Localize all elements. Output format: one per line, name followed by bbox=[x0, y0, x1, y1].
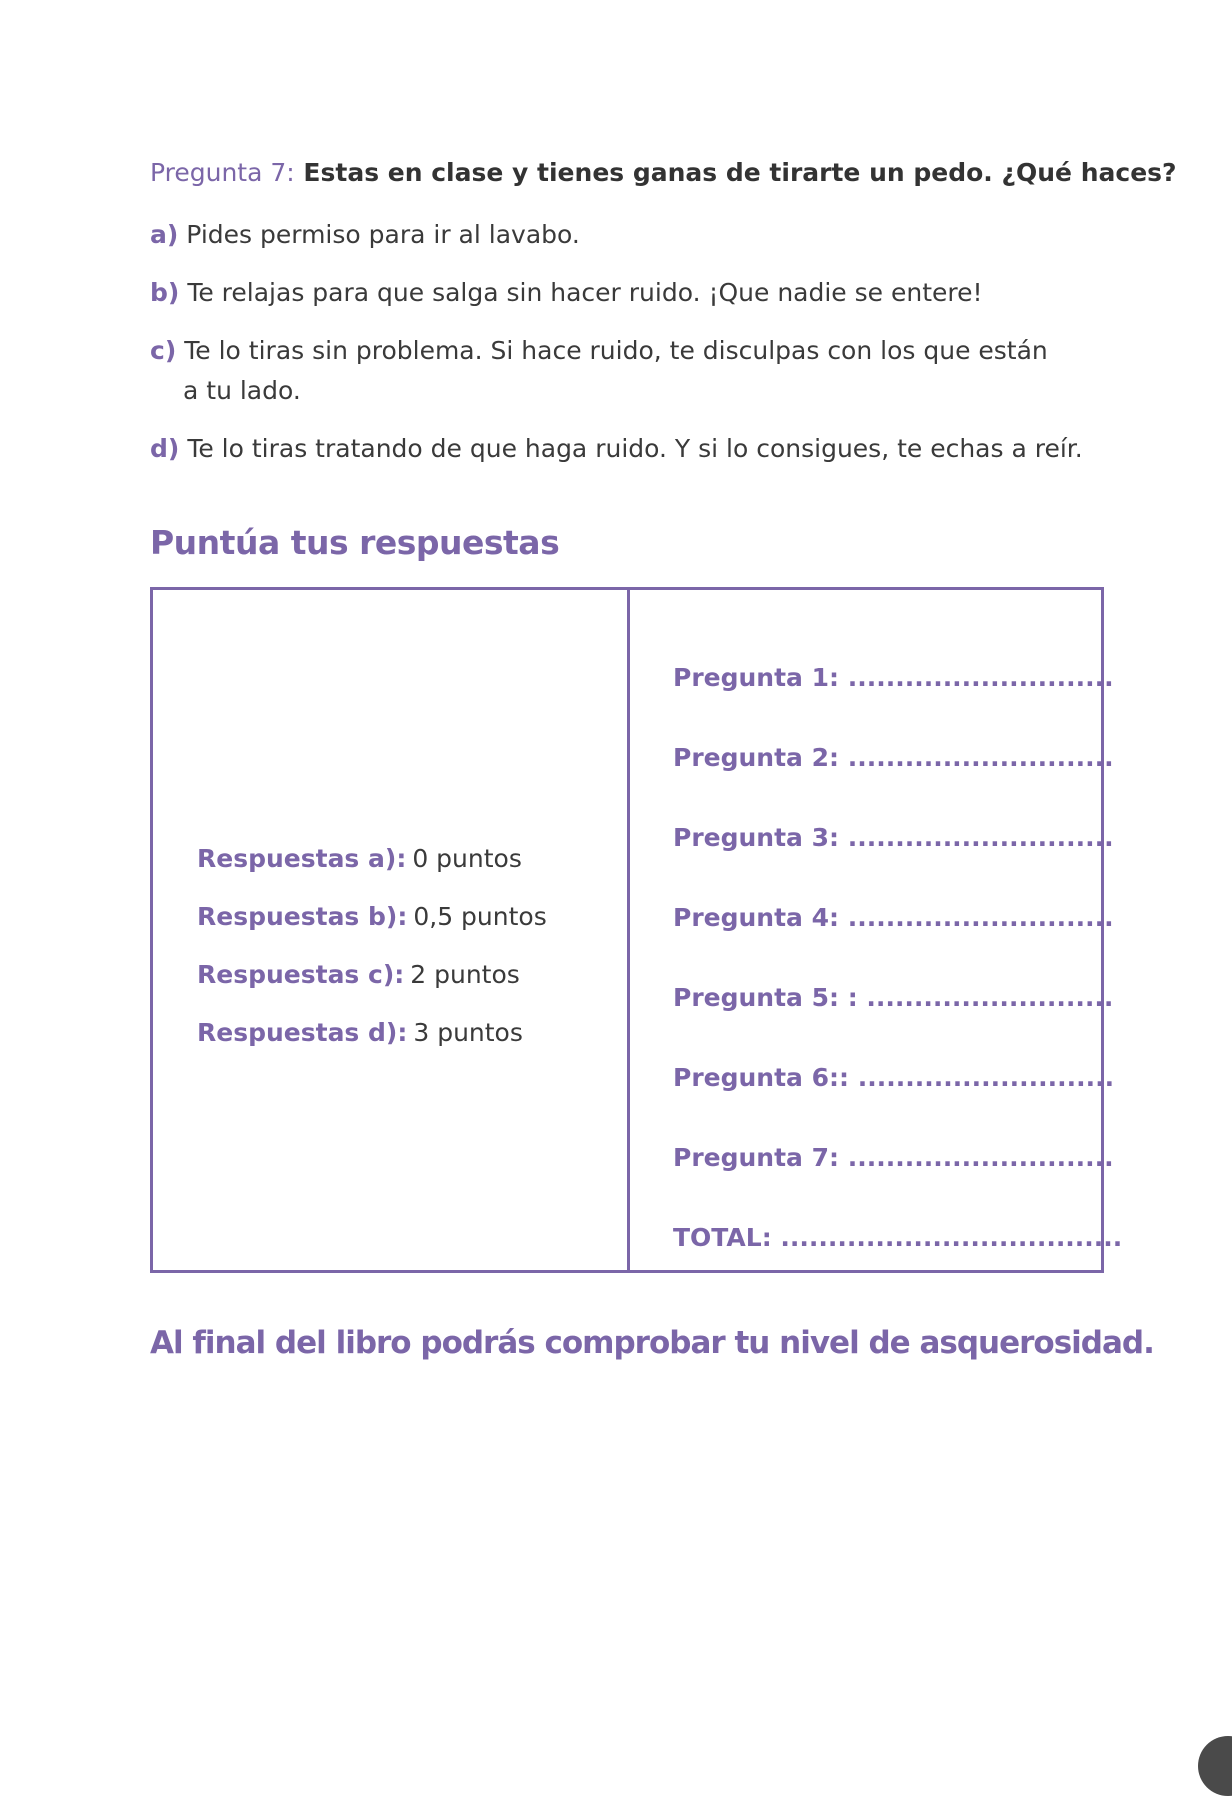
score-pregunta-7: Pregunta 7: ............................ bbox=[673, 1143, 1114, 1172]
score-table bbox=[150, 587, 1123, 1273]
rule-value: 3 puntos bbox=[413, 1018, 523, 1047]
rule-value: 0,5 puntos bbox=[413, 902, 547, 931]
rule-label: Respuestas b): bbox=[197, 902, 408, 931]
rule-b bbox=[197, 888, 617, 946]
score-pregunta-1: Pregunta 1: ............................ bbox=[673, 663, 1114, 692]
option-letter: b) bbox=[150, 278, 180, 307]
rule-c bbox=[197, 946, 617, 1004]
score-total: TOTAL: .................................... bbox=[673, 1223, 1123, 1252]
option-d bbox=[150, 429, 1100, 469]
closing-text: Al final del libro podrás comprobar tu nivel de asquerosidad. bbox=[150, 1325, 1154, 1361]
question-text: Estas en clase y tienes ganas de tirarte un pedo. ¿Qué haces? bbox=[303, 158, 1177, 187]
option-letter: a) bbox=[150, 220, 179, 249]
scoring-rules bbox=[197, 830, 617, 1062]
score-pregunta-2: Pregunta 2: ............................ bbox=[673, 743, 1114, 772]
rule-label: Respuestas c): bbox=[197, 960, 405, 989]
rule-a bbox=[197, 830, 617, 888]
score-pregunta-4: Pregunta 4: ............................ bbox=[673, 903, 1114, 932]
option-b bbox=[150, 273, 1100, 313]
rule-label: Respuestas d): bbox=[197, 1018, 408, 1047]
score-pregunta-5: Pregunta 5: : .......................... bbox=[673, 983, 1114, 1012]
score-pregunta-6: Pregunta 6:: ........................... bbox=[673, 1063, 1115, 1092]
score-lines bbox=[673, 638, 1123, 1278]
option-letter: c) bbox=[150, 336, 177, 365]
rule-value: 0 puntos bbox=[412, 844, 522, 873]
section-title: Puntúa tus respuestas bbox=[150, 523, 560, 562]
option-text: Te relajas para que salga sin hacer ruido. ¡Que nadie se entere! bbox=[187, 278, 983, 307]
rule-value: 2 puntos bbox=[410, 960, 520, 989]
score-pregunta-3: Pregunta 3: ............................ bbox=[673, 823, 1114, 852]
option-text-continuation: a tu lado. bbox=[183, 376, 301, 405]
option-a bbox=[150, 215, 1100, 255]
question-number: Pregunta 7: bbox=[150, 158, 295, 187]
option-text: Te lo tiras tratando de que haga ruido. Y si lo consigues, te echas a reír. bbox=[187, 434, 1083, 463]
table-divider bbox=[627, 590, 630, 1270]
question-heading bbox=[150, 158, 1177, 187]
option-text: Pides permiso para ir al lavabo. bbox=[186, 220, 580, 249]
option-letter: d) bbox=[150, 434, 180, 463]
option-c bbox=[150, 331, 1100, 411]
rule-d bbox=[197, 1004, 617, 1062]
option-text: Te lo tiras sin problema. Si hace ruido, te disculpas con los que están bbox=[184, 336, 1048, 365]
rule-label: Respuestas a): bbox=[197, 844, 407, 873]
page-corner-mark bbox=[1198, 1736, 1232, 1796]
